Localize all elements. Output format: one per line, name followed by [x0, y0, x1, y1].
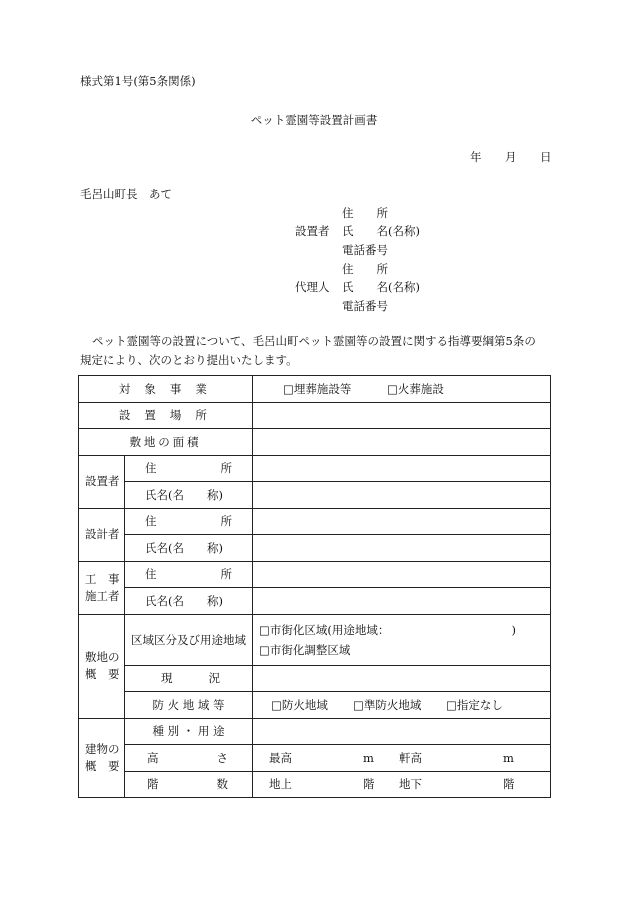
building-group-text-1: 建物の [85, 741, 120, 756]
max-height-label: 最高 [269, 750, 293, 765]
table-row [79, 665, 551, 692]
below-ground-label: 地下 [399, 777, 423, 792]
contractor-group-text-2: 施工者 [85, 588, 120, 603]
installer-name-label-cell [125, 482, 253, 509]
status-field[interactable] [253, 665, 551, 692]
designer-address-cell [125, 508, 253, 535]
address-label-left: 住 [145, 514, 157, 529]
application-table [78, 375, 551, 798]
height-field[interactable] [253, 745, 551, 772]
contractor-group-label [79, 561, 125, 614]
site-group-text-1: 敷地の [85, 650, 120, 664]
project-label: 対 象 事 業 [79, 376, 253, 403]
agent-name-label: 氏 名(名称) [342, 280, 420, 294]
year-label: 年 [470, 150, 482, 164]
contractor-group-text-1: 工 事 [85, 571, 120, 586]
installer-name-label: 氏 名(名称) [342, 224, 420, 238]
cremation-facility-checkbox[interactable]: □火葬施設 [387, 381, 444, 396]
month-label: 月 [505, 150, 517, 164]
height-label-right: さ [216, 750, 229, 765]
site-group-text-2: 概 要 [85, 667, 120, 681]
installer-group-label [79, 455, 125, 508]
project-options [253, 376, 551, 403]
table-row [79, 376, 551, 403]
table-row [79, 455, 551, 482]
contractor-address-cell [125, 561, 253, 588]
above-ground-label: 地上 [269, 777, 293, 792]
building-overview-group-label [79, 718, 125, 798]
day-label: 日 [540, 150, 552, 164]
installer-phone-label: 電話番号 [342, 243, 388, 257]
designer-address-field[interactable] [253, 508, 551, 535]
floors-label-cell [125, 771, 253, 798]
status-label-right: 況 [208, 671, 221, 686]
floors-field[interactable] [253, 771, 551, 798]
urbanization-area-checkbox[interactable]: □市街化区域(用途地域： [259, 622, 390, 637]
unit-m-label: m [363, 750, 374, 765]
address-label-left: 住 [145, 567, 157, 582]
eave-height-label: 軒高 [399, 750, 423, 765]
table-row [79, 614, 551, 665]
contractor-name-label-cell [125, 588, 253, 615]
table-row [79, 692, 551, 719]
table-row [79, 718, 551, 745]
burial-facility-checkbox[interactable]: □埋葬施設等 [283, 381, 352, 396]
name-label: 氏名(名 称) [145, 593, 223, 608]
table-row [79, 535, 551, 562]
table-row [79, 429, 551, 456]
height-label-cell [125, 745, 253, 772]
address-label-right: 所 [220, 567, 233, 582]
table-row [79, 482, 551, 509]
height-label-left: 高 [147, 750, 159, 765]
zoning-label: 区域区分及び用途地域 [125, 614, 253, 665]
no-designation-checkbox[interactable]: □指定なし [446, 697, 503, 712]
name-label: 氏名(名 称) [145, 540, 223, 555]
table-row [79, 771, 551, 798]
fire-zone-checkbox[interactable]: □防火地域 [271, 697, 328, 712]
agent-role-label: 代理人 [295, 280, 330, 294]
name-label: 氏名(名 称) [145, 487, 223, 502]
address-label-right: 所 [220, 461, 233, 476]
installer-name-field[interactable] [253, 482, 551, 509]
agent-phone-label: 電話番号 [342, 299, 388, 313]
status-label-left: 現 [161, 671, 173, 686]
document-title: ペット霊園等設置計画書 [250, 113, 378, 127]
table-row [79, 508, 551, 535]
building-group-text-2: 概 要 [85, 758, 120, 773]
agent-address-label: 住 所 [342, 262, 388, 276]
designer-name-label-cell [125, 535, 253, 562]
floor-unit-label: 階 [363, 777, 375, 792]
fire-zone-options [253, 692, 551, 719]
urbanization-control-checkbox[interactable]: □市街化調整区域 [259, 642, 351, 657]
zoning-paren-close: ) [511, 622, 517, 637]
table-row [79, 745, 551, 772]
semi-fire-zone-checkbox[interactable]: □準防火地域 [353, 697, 422, 712]
table-row [79, 588, 551, 615]
use-type-label: 種 別 ・ 用 途 [125, 718, 253, 745]
form-number: 様式第1号(第5条関係) [80, 74, 196, 88]
address-label-right: 所 [220, 514, 233, 529]
installer-address-cell [125, 455, 253, 482]
floors-label-left: 階 [147, 777, 159, 792]
unit-m-label: m [503, 750, 514, 765]
designer-group-text: 設計者 [85, 527, 120, 541]
body-text-line-2: 規定により、次のとおり提出いたします。 [80, 353, 298, 367]
designer-group-label [79, 508, 125, 561]
site-area-label: 敷地の面積 [79, 429, 253, 456]
installer-group-text: 設置者 [85, 474, 120, 488]
floor-unit-label: 階 [503, 777, 515, 792]
fire-zone-label: 防 火 地 域 等 [125, 692, 253, 719]
installer-address-field[interactable] [253, 455, 551, 482]
designer-name-field[interactable] [253, 535, 551, 562]
body-text-line-1: ペット霊園等の設置について、毛呂山町ペット霊園等の設置に関する指導要綱第5条の [92, 334, 536, 348]
contractor-name-field[interactable] [253, 588, 551, 615]
installer-role-label: 設置者 [295, 224, 330, 238]
addressee: 毛呂山町長 あて [80, 187, 172, 201]
location-field[interactable] [253, 402, 551, 429]
location-label: 設 置 場 所 [79, 402, 253, 429]
use-type-field[interactable] [253, 718, 551, 745]
address-label-left: 住 [145, 461, 157, 476]
floors-label-right: 数 [216, 777, 229, 792]
table-row [79, 402, 551, 429]
site-overview-group-label [79, 614, 125, 718]
zoning-options [253, 614, 551, 665]
status-label-cell [125, 665, 253, 692]
site-area-field[interactable] [253, 429, 551, 456]
contractor-address-field[interactable] [253, 561, 551, 588]
installer-address-label: 住 所 [342, 206, 388, 220]
table-row [79, 561, 551, 588]
